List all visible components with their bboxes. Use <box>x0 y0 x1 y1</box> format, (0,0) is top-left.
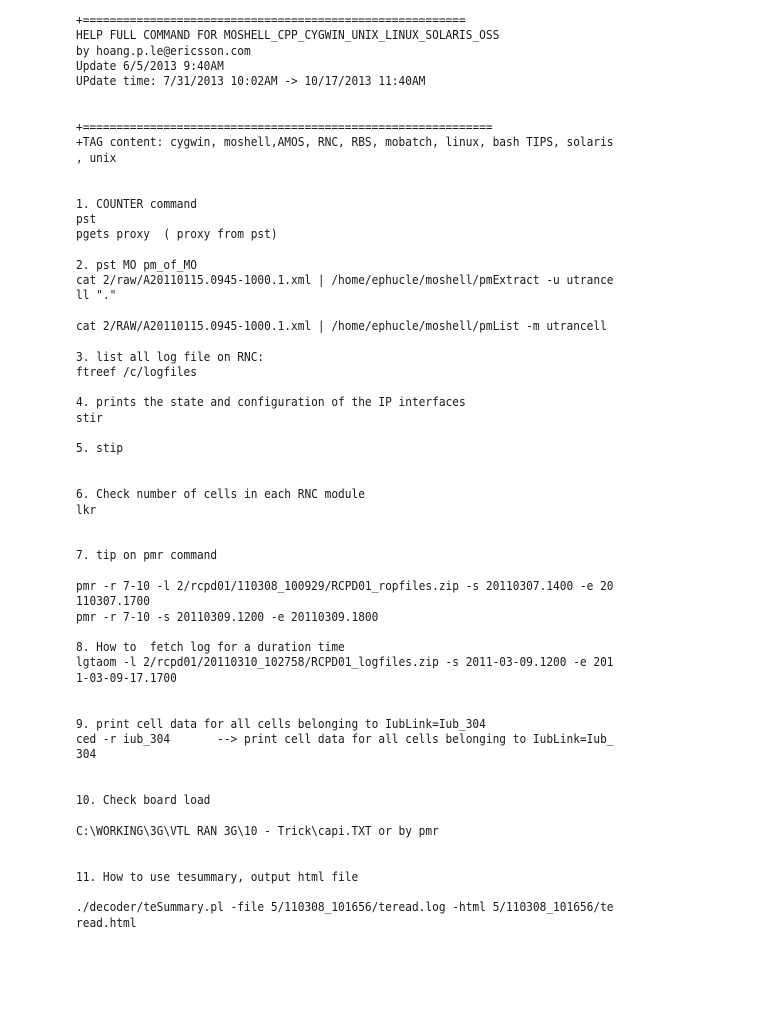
text-line: 1-03-09-17.1700 <box>76 670 177 685</box>
blank-line <box>76 242 708 257</box>
text-line: read.html <box>76 915 137 930</box>
text-line: lkr <box>76 502 97 517</box>
blank-line <box>76 778 708 793</box>
text-line: 110307.1700 <box>76 594 150 609</box>
text-line: 4. prints the state and configuration of the IP interfaces <box>76 395 466 410</box>
text-line: UPdate time: 7/31/2013 10:02AM -> 10/17/2013 11:40AM <box>76 74 426 89</box>
blank-line <box>76 839 708 854</box>
blank-line <box>76 686 708 701</box>
blank-line <box>76 701 708 716</box>
blank-line <box>76 166 708 181</box>
text-line: 6. Check number of cells in each RNC module <box>76 487 365 502</box>
blank-line <box>76 304 708 319</box>
blank-line <box>76 89 708 104</box>
blank-line <box>76 472 708 487</box>
text-line: 11. How to use tesummary, output html file <box>76 869 359 884</box>
text-line: ced -r iub_304 --> print cell data for all cells belonging to IubLink=Iub_ <box>76 731 614 746</box>
blank-line <box>76 763 708 778</box>
text-line: +========================================================= <box>76 13 466 27</box>
text-line: pst <box>76 211 97 226</box>
text-line: by hoang.p.le@ericsson.com <box>76 43 251 58</box>
text-line: pgets proxy ( proxy from pst) <box>76 227 278 242</box>
blank-line <box>76 625 708 640</box>
blank-line <box>76 518 708 533</box>
text-line: ll "." <box>76 288 117 303</box>
text-line: stir <box>76 410 103 425</box>
text-line: lgtaom -l 2/rcpd01/20110310_102758/RCPD01_logfiles.zip -s 2011-03-09.1200 -e 201 <box>76 655 614 670</box>
text-line: , unix <box>76 150 117 165</box>
text-line: cat 2/RAW/A20110115.0945-1000.1.xml | /home/ephucle/moshell/pmList -m utrancell <box>76 318 607 333</box>
blank-line <box>76 380 708 395</box>
text-line: 5. stip <box>76 441 124 456</box>
blank-line <box>76 457 708 472</box>
blank-line <box>76 426 708 441</box>
text-line: ./decoder/teSummary.pl -file 5/110308_101656/teread.log -html 5/110308_101656/te <box>76 900 614 915</box>
text-line: 304 <box>76 747 97 762</box>
document-text <box>76 13 708 931</box>
text-line: 3. list all log file on RNC: <box>76 349 265 364</box>
text-line: 10. Check board load <box>76 793 211 808</box>
text-line: pmr -r 7-10 -s 20110309.1200 -e 20110309.1800 <box>76 609 379 624</box>
text-line: ftreef /c/logfiles <box>76 364 197 379</box>
blank-line <box>76 564 708 579</box>
text-line: 1. COUNTER command <box>76 196 197 211</box>
text-line: 2. pst MO pm_of_MO <box>76 257 197 272</box>
text-line: 8. How to fetch log for a duration time <box>76 640 345 655</box>
blank-line <box>76 854 708 869</box>
text-line: cat 2/raw/A20110115.0945-1000.1.xml | /home/ephucle/moshell/pmExtract -u utrance <box>76 273 614 288</box>
blank-line <box>76 105 708 120</box>
text-line: 7. tip on pmr command <box>76 548 218 563</box>
blank-line <box>76 334 708 349</box>
text-line: +TAG content: cygwin, moshell,AMOS, RNC, RBS, mobatch, linux, bash TIPS, solaris <box>76 135 614 150</box>
text-line: HELP FULL COMMAND FOR MOSHELL_CPP_CYGWIN_UNIX_LINUX_SOLARIS_OSS <box>76 28 500 43</box>
blank-line <box>76 181 708 196</box>
text-line: pmr -r 7-10 -l 2/rcpd01/110308_100929/RCPD01_ropfiles.zip -s 20110307.1400 -e 20 <box>76 578 614 593</box>
blank-line <box>76 885 708 900</box>
text-line: 9. print cell data for all cells belonging to IubLink=Iub_304 <box>76 716 486 731</box>
blank-line <box>76 808 708 823</box>
text-line: C:\WORKING\3G\VTL RAN 3G\10 - Trick\capi.TXT or by pmr <box>76 823 439 838</box>
text-line: +============================================================= <box>76 120 493 135</box>
text-line: Update 6/5/2013 9:40AM <box>76 58 224 73</box>
blank-line <box>76 533 708 548</box>
